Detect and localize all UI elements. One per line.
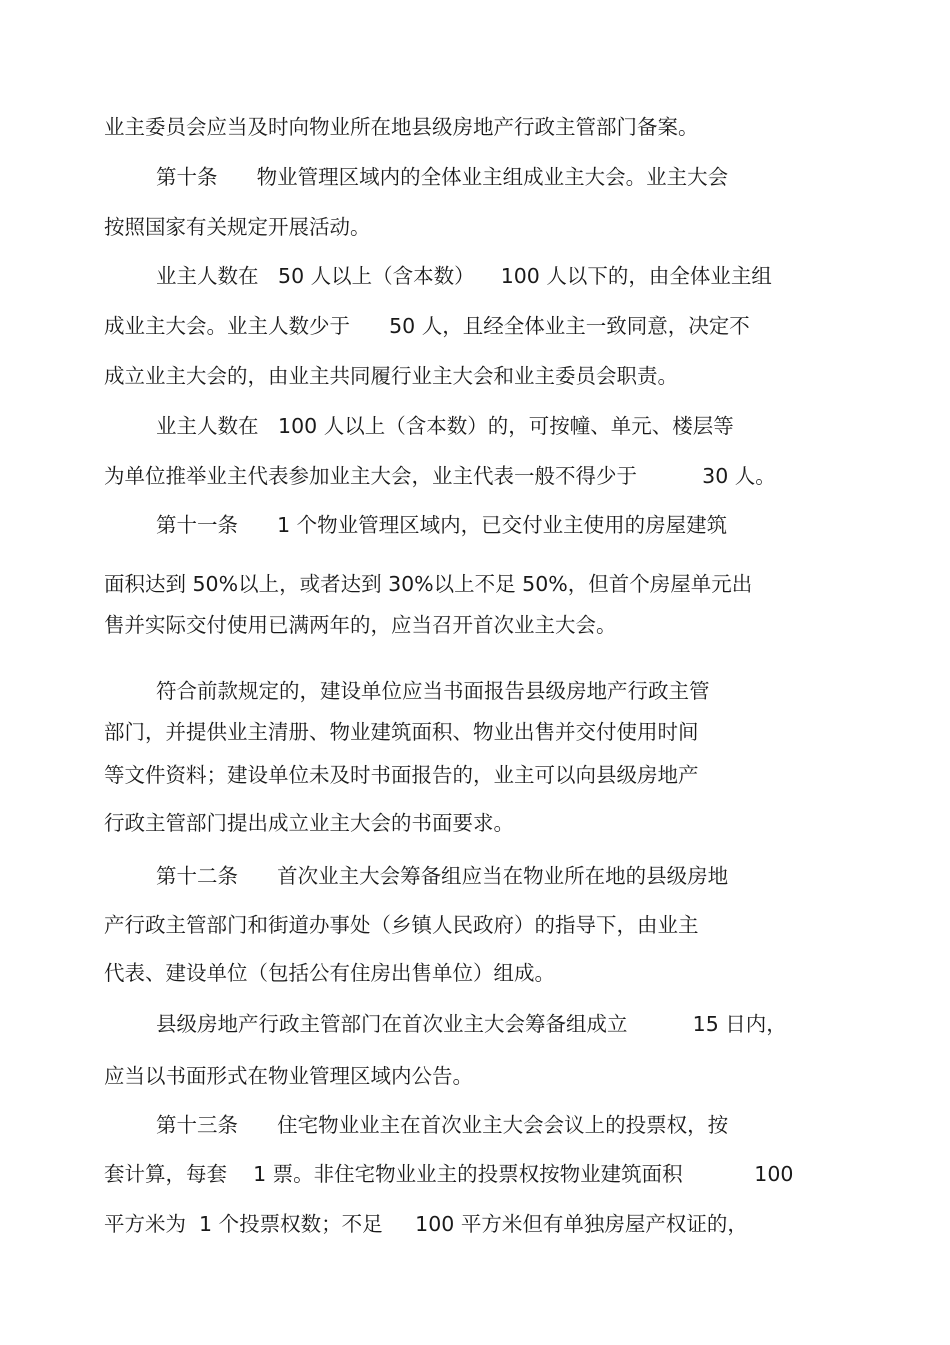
text-line-12: 符合前款规定的，建设单位应当书面报告县级房地产行政主管 <box>156 679 710 703</box>
text-line-19: 县级房地产行政主管部门在首次业主大会筹备组成立 15 日内， <box>156 1012 787 1036</box>
text-line-15: 行政主管部门提出成立业主大会的书面要求。 <box>104 811 514 835</box>
text-line-20: 应当以书面形式在物业管理区域内公告。 <box>104 1064 473 1088</box>
text-line-9: 第十一条 1 个物业管理区域内，已交付业主使用的房屋建筑 <box>156 513 728 537</box>
text-line-6: 成立业主大会的，由业主共同履行业主大会和业主委员会职责。 <box>104 364 678 388</box>
text-line-21: 第十三条 住宅物业业主在首次业主大会会议上的投票权，按 <box>156 1113 729 1137</box>
text-line-5: 成业主大会。业主人数少于 50 人，且经全体业主一致同意，决定不 <box>104 314 750 338</box>
text-line-2: 第十条 物业管理区域内的全体业主组成业主大会。业主大会 <box>156 165 729 189</box>
text-line-23: 平方米为 1 个投票权数；不足 100 平方米但有单独房屋产权证的， <box>104 1212 748 1236</box>
text-line-13: 部门，并提供业主清册、物业建筑面积、物业出售并交付使用时间 <box>104 720 699 744</box>
text-line-22: 套计算，每套 1 票。非住宅物业业主的投票权按物业建筑面积 100 <box>104 1162 794 1186</box>
text-line-17: 产行政主管部门和街道办事处（乡镇人民政府）的指导下，由业主 <box>104 913 699 937</box>
text-line-10: 面积达到 50%以上，或者达到 30%以上不足 50%，但首个房屋单元出 <box>104 572 753 596</box>
text-line-18: 代表、建设单位（包括公有住房出售单位）组成。 <box>104 961 555 985</box>
text-line-16: 第十二条 首次业主大会筹备组应当在物业所在地的县级房地 <box>156 864 729 888</box>
text-line-8: 为单位推举业主代表参加业主大会，业主代表一般不得少于 30 人。 <box>104 464 776 488</box>
text-line-1: 业主委员会应当及时向物业所在地县级房地产行政主管部门备案。 <box>104 115 699 139</box>
text-line-11: 售并实际交付使用已满两年的，应当召开首次业主大会。 <box>104 613 617 637</box>
text-line-3: 按照国家有关规定开展活动。 <box>104 215 371 239</box>
text-line-14: 等文件资料；建设单位未及时书面报告的，业主可以向县级房地产 <box>104 763 699 787</box>
text-line-7: 业主人数在 100 人以上（含本数）的，可按幢、单元、楼层等 <box>156 414 734 438</box>
text-line-4: 业主人数在 50 人以上（含本数） 100 人以下的，由全体业主组 <box>156 264 772 288</box>
